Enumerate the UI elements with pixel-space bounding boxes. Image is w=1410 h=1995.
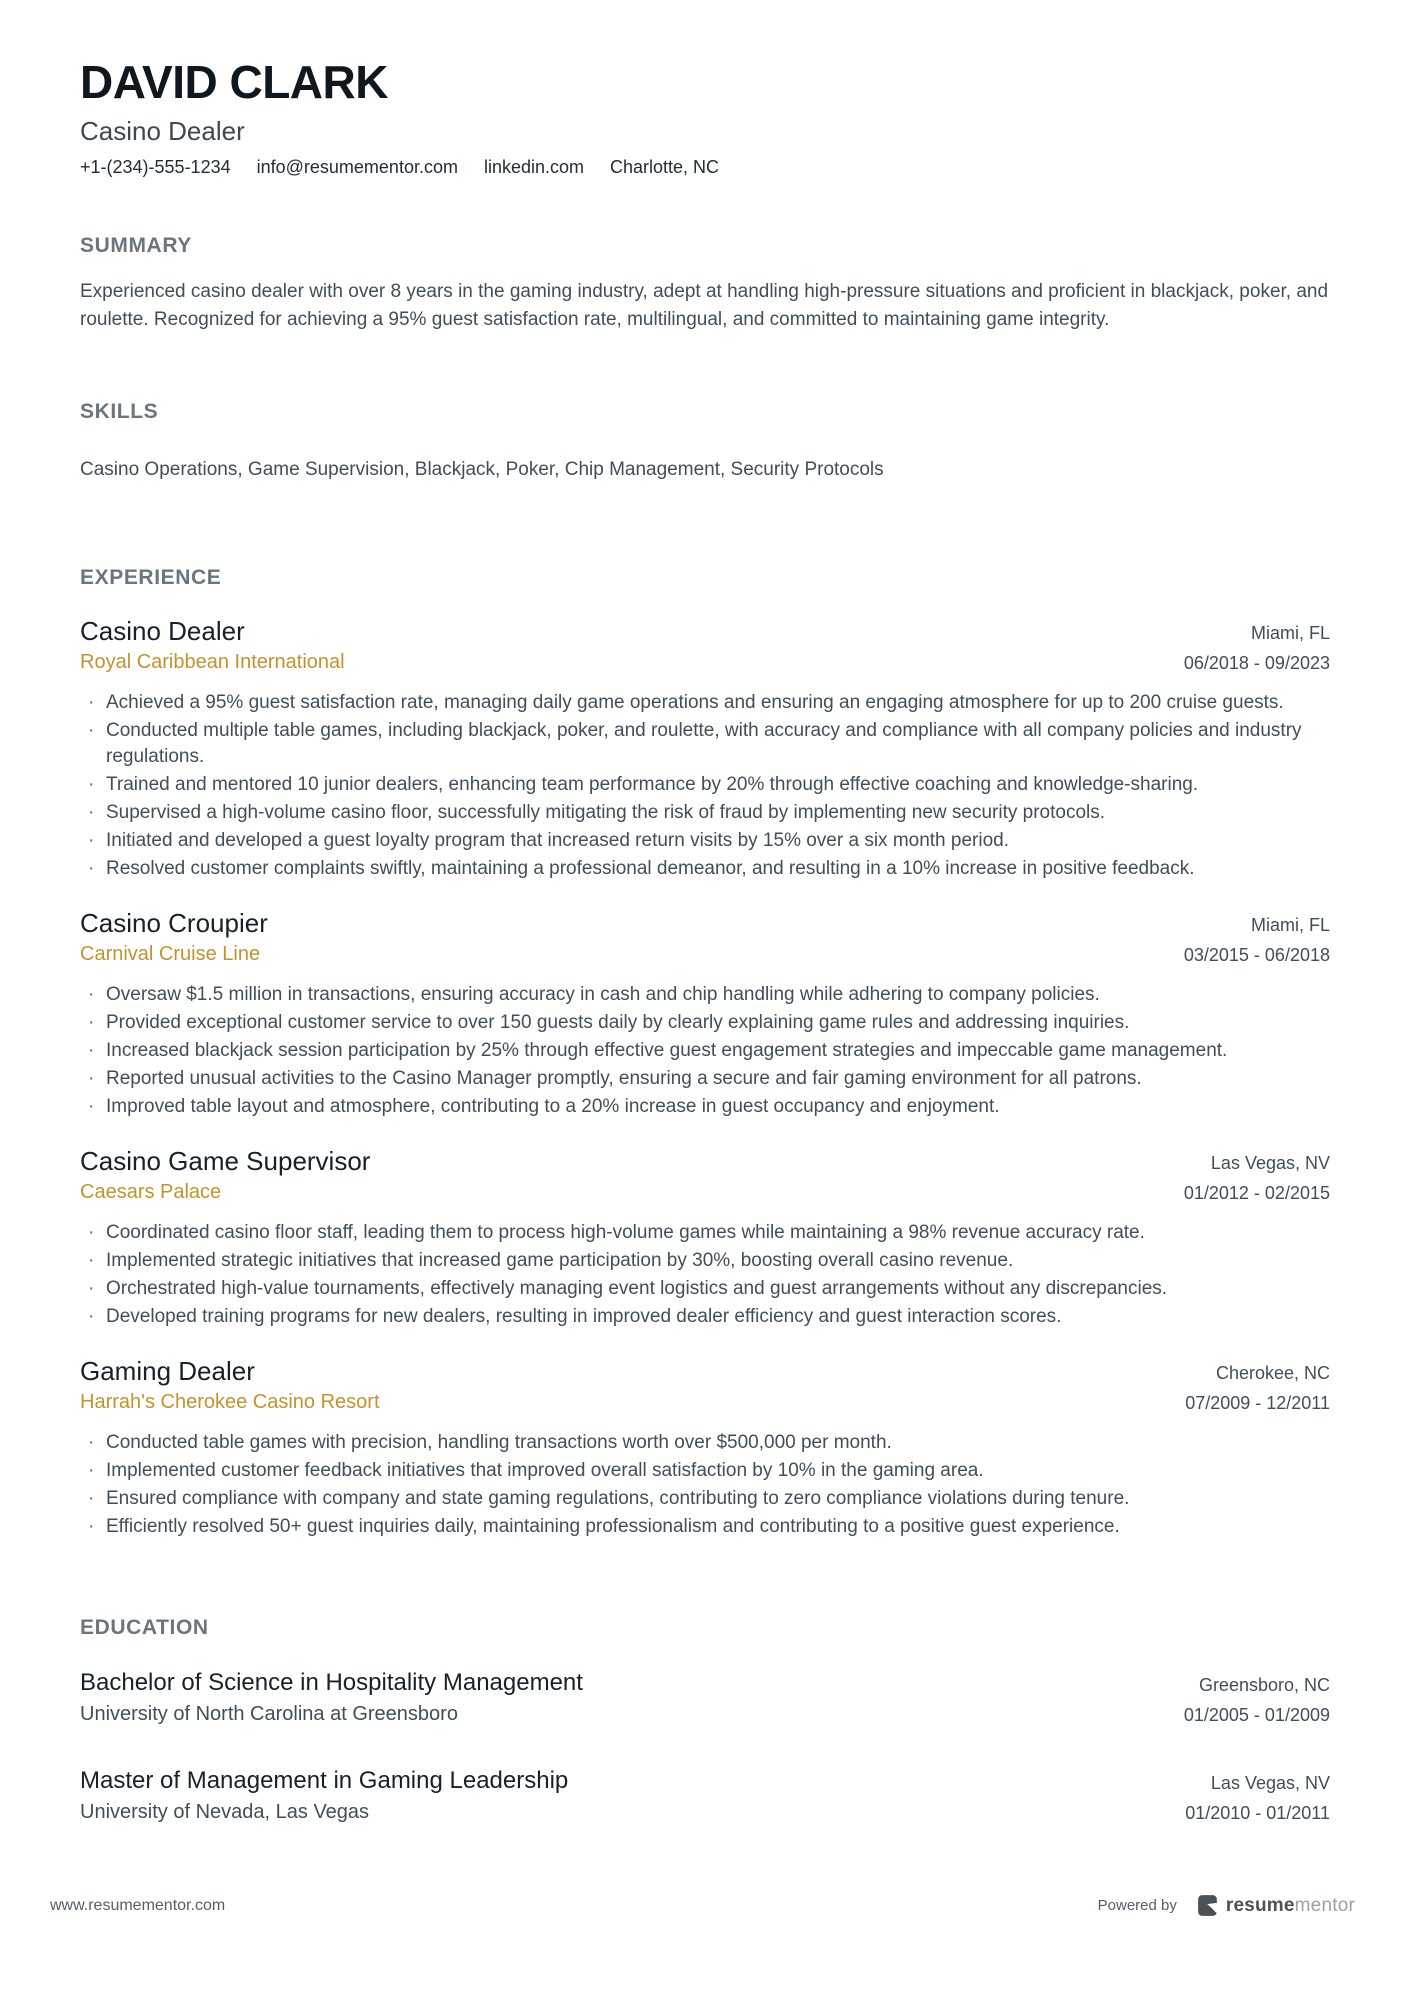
bullet-item: · Reported unusual activities to the Casino Manager promptly, ensuring a secure and fair gaming environment for all patrons. bbox=[80, 1066, 1330, 1092]
location-text: Charlotte, NC bbox=[610, 157, 720, 178]
job-header bbox=[80, 616, 1330, 678]
job-bullets bbox=[80, 690, 1330, 882]
job-dates: 01/2012 - 02/2015 bbox=[1183, 1183, 1330, 1204]
skills-heading: SKILLS bbox=[80, 400, 159, 424]
bullet-item: · Ensured compliance with company and state gaming regulations, contributing to zero compliance violations during tenure. bbox=[80, 1486, 1330, 1512]
job-dates: 03/2015 - 06/2018 bbox=[1183, 945, 1330, 966]
bullet-item: · Achieved a 95% guest satisfaction rate, managing daily game operations and ensuring an engaging atmosphere for up to 200 cruise guests. bbox=[80, 690, 1330, 716]
bullet-item: · Improved table layout and atmosphere, contributing to a 20% increase in guest occupancy and enjoyment. bbox=[80, 1094, 1330, 1120]
bullet-item: · Increased blackjack session participation by 25% through effective guest engagement strategies and impeccable game management. bbox=[80, 1038, 1330, 1064]
bullet-item: · Oversaw $1.5 million in transactions, ensuring accuracy in cash and chip handling while adhering to company policies. bbox=[80, 982, 1330, 1008]
bullet-item: · Implemented strategic initiatives that increased game participation by 30%, boosting overall casino revenue. bbox=[80, 1248, 1330, 1274]
education-entry bbox=[80, 1766, 1330, 1828]
job-company: Royal Caribbean International bbox=[80, 651, 345, 674]
bullet-item: · Provided exceptional customer service to over 150 guests daily by clearly explaining game rules and addressing inquiries. bbox=[80, 1010, 1330, 1036]
contact-row bbox=[80, 157, 1330, 178]
education-title-block bbox=[80, 1668, 583, 1726]
email-address: info@resumementor.com bbox=[256, 157, 458, 178]
job-title: Casino Croupier bbox=[80, 908, 268, 939]
bullet-item: · Trained and mentored 10 junior dealers, enhancing team performance by 20% through effective coaching and knowledge-sharing. bbox=[80, 772, 1330, 798]
education-meta bbox=[1185, 1766, 1330, 1828]
job-meta bbox=[1185, 1356, 1330, 1418]
education-location: Greensboro, NC bbox=[1198, 1675, 1330, 1696]
bullet-item: · Developed training programs for new dealers, resulting in improved dealer efficiency and guest interaction scores. bbox=[80, 1304, 1330, 1330]
experience-entry bbox=[80, 616, 1330, 882]
summary-text: Experienced casino dealer with over 8 years in the gaming industry, adept at handling high-pressure situations and proficient in blackjack, poker, and roulette. Recognized for achieving a 95% guest satisfaction rate, multilingual, and committed to maintaining game integrity. bbox=[80, 281, 1329, 331]
person-name: DAVID CLARK bbox=[80, 56, 388, 108]
resumementor-logo bbox=[1195, 1893, 1355, 1918]
job-header bbox=[80, 1356, 1330, 1418]
degree-name: Master of Management in Gaming Leadership bbox=[80, 1767, 569, 1795]
experience-heading: EXPERIENCE bbox=[80, 566, 222, 590]
powered-by-label: Powered by bbox=[1097, 1897, 1177, 1914]
job-company: Carnival Cruise Line bbox=[80, 943, 261, 966]
job-header bbox=[80, 908, 1330, 970]
job-title-block bbox=[80, 616, 345, 674]
footer-website: www.resumementor.com bbox=[50, 1896, 226, 1914]
education-header bbox=[80, 1668, 1330, 1730]
bullet-item: · Efficiently resolved 50+ guest inquiries daily, maintaining professionalism and contributing to a positive guest experience. bbox=[80, 1514, 1330, 1540]
bullet-item: · Coordinated casino floor staff, leading them to process high-volume games while maintaining a 98% revenue accuracy rate. bbox=[80, 1220, 1330, 1246]
logo-wordmark bbox=[1226, 1895, 1355, 1917]
resume-content bbox=[80, 58, 1330, 1828]
job-title: Casino Game Supervisor bbox=[80, 1146, 371, 1177]
bullet-item: · Implemented customer feedback initiatives that improved overall satisfaction by 10% in the gaming area. bbox=[80, 1458, 1330, 1484]
education-dates: 01/2010 - 01/2011 bbox=[1185, 1803, 1330, 1824]
job-dates: 06/2018 - 09/2023 bbox=[1183, 653, 1330, 674]
job-location: Las Vegas, NV bbox=[1210, 1153, 1330, 1174]
bullet-item: · Orchestrated high-value tournaments, effectively managing event logistics and guest arrangements without any discrepancies. bbox=[80, 1276, 1330, 1302]
logo-word-light: mentor bbox=[1294, 1894, 1355, 1916]
job-dates: 07/2009 - 12/2011 bbox=[1185, 1393, 1330, 1414]
job-bullets bbox=[80, 1430, 1330, 1540]
job-location: Cherokee, NC bbox=[1215, 1363, 1330, 1384]
summary-heading: SUMMARY bbox=[80, 234, 192, 258]
job-meta bbox=[1184, 616, 1330, 678]
job-bullets bbox=[80, 982, 1330, 1120]
person-job-title: Casino Dealer bbox=[80, 116, 245, 147]
logo-word-bold: resume bbox=[1225, 1894, 1295, 1916]
school-name: University of North Carolina at Greensboro bbox=[80, 1703, 458, 1726]
bullet-item: · Resolved customer complaints swiftly, maintaining a professional demeanor, and resulting in a 10% increase in positive feedback. bbox=[80, 856, 1330, 882]
bullet-item: · Supervised a high-volume casino floor, successfully mitigating the risk of fraud by implementing new security protocols. bbox=[80, 800, 1330, 826]
resumementor-logo-icon bbox=[1195, 1893, 1220, 1918]
job-title: Gaming Dealer bbox=[80, 1356, 255, 1387]
bullet-item: · Initiated and developed a guest loyalty program that increased return visits by 15% over a six month period. bbox=[80, 828, 1330, 854]
job-company: Caesars Palace bbox=[80, 1181, 222, 1204]
footer-branding bbox=[1098, 1893, 1355, 1918]
education-meta bbox=[1184, 1668, 1330, 1730]
education-header bbox=[80, 1766, 1330, 1828]
phone-number: +1-(234)-555-1234 bbox=[80, 157, 231, 178]
bullet-item: · Conducted table games with precision, handling transactions worth over $500,000 per month. bbox=[80, 1430, 1330, 1456]
job-meta bbox=[1184, 908, 1330, 970]
education-title-block bbox=[80, 1766, 568, 1824]
linkedin-link: linkedin.com bbox=[483, 157, 585, 178]
job-title-block bbox=[80, 908, 268, 966]
job-title-block bbox=[80, 1146, 370, 1204]
job-title-block bbox=[80, 1356, 380, 1414]
job-company: Harrah's Cherokee Casino Resort bbox=[80, 1391, 380, 1414]
experience-entry bbox=[80, 1356, 1330, 1540]
skills-text: Casino Operations, Game Supervision, Blackjack, Poker, Chip Management, Security Protocols bbox=[80, 459, 884, 481]
job-location: Miami, FL bbox=[1250, 915, 1330, 936]
job-meta bbox=[1184, 1146, 1330, 1208]
education-location: Las Vegas, NV bbox=[1210, 1773, 1330, 1794]
job-title: Casino Dealer bbox=[80, 616, 245, 647]
job-header bbox=[80, 1146, 1330, 1208]
page-footer bbox=[50, 1893, 1355, 1918]
job-bullets bbox=[80, 1220, 1330, 1330]
experience-entry bbox=[80, 908, 1330, 1120]
degree-name: Bachelor of Science in Hospitality Management bbox=[80, 1669, 583, 1697]
education-heading: EDUCATION bbox=[80, 1616, 209, 1640]
bullet-item: · Conducted multiple table games, including blackjack, poker, and roulette, with accuracy and compliance with all company policies and industry regulations. bbox=[80, 718, 1330, 770]
job-location: Miami, FL bbox=[1250, 623, 1330, 644]
school-name: University of Nevada, Las Vegas bbox=[80, 1801, 370, 1824]
education-dates: 01/2005 - 01/2009 bbox=[1183, 1705, 1330, 1726]
experience-entry bbox=[80, 1146, 1330, 1330]
education-entry bbox=[80, 1668, 1330, 1730]
